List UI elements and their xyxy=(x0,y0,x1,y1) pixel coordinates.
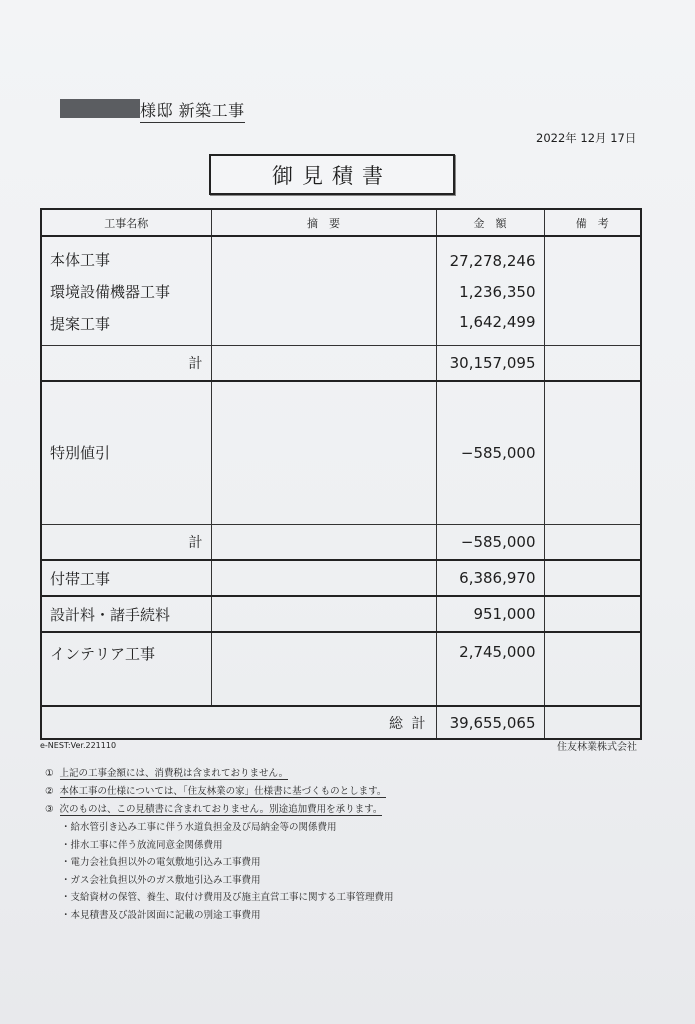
table-row xyxy=(41,236,641,274)
grand-total-label: 総 計 xyxy=(211,706,436,739)
item-amount: 6,386,970 xyxy=(436,560,544,596)
grand-total-row xyxy=(41,706,641,739)
exclusion-item: ・ガス会社負担以外のガス敷地引込み工事費用 xyxy=(61,874,261,886)
notes-section xyxy=(45,765,465,924)
grand-total-amount: 39,655,065 xyxy=(436,706,544,739)
item-amount: −585,000 xyxy=(436,381,544,524)
item-name: インテリア工事 xyxy=(41,632,211,706)
document-title: 御見積書 xyxy=(209,154,455,195)
subtotal-amount: 30,157,095 xyxy=(436,345,544,381)
item-name: 本体工事 xyxy=(41,236,211,274)
estimate-table xyxy=(40,208,642,740)
item-name: 付帯工事 xyxy=(41,560,211,596)
subtotal-label: 計 xyxy=(41,524,211,560)
column-header-description: 摘 要 xyxy=(211,209,436,236)
item-name: 設計料・諸手続料 xyxy=(41,596,211,632)
exclusion-item: ・給水管引き込み工事に伴う水道負担金及び局納金等の関係費用 xyxy=(61,822,337,833)
item-name: 環境設備機器工事 xyxy=(41,274,211,309)
form-version: e-NEST:Ver.221110 xyxy=(40,741,117,750)
table-row xyxy=(41,309,641,345)
exclusion-item: ・支給資材の保管、養生、取付け費用及び施主直営工事に関する工事管理費用 xyxy=(61,892,394,903)
note-item: ③ 次のものは、この見積書に含まれておりません。別途追加費用を承ります。 xyxy=(45,804,383,815)
issue-date: 2022年 12月 17日 xyxy=(536,131,637,145)
table-row xyxy=(41,560,641,596)
redacted-client-name xyxy=(60,99,140,118)
subtotal-amount: −585,000 xyxy=(436,524,544,560)
subtotal-row xyxy=(41,345,641,381)
item-amount: 27,278,246 xyxy=(436,236,544,274)
company-name: 住友林業株式会社 xyxy=(557,742,637,753)
exclusion-item: ・本見積書及び設計図面に記載の別途工事費用 xyxy=(61,909,261,921)
table-row xyxy=(41,632,641,706)
subtotal-row xyxy=(41,524,641,560)
table-row xyxy=(41,381,641,524)
note-item: ① 上記の工事金額には、消費税は含まれておりません。 xyxy=(45,768,289,779)
table-row xyxy=(41,596,641,632)
item-amount: 1,642,499 xyxy=(436,309,544,345)
item-name: 特別値引 xyxy=(41,381,211,524)
column-header-amount: 金 額 xyxy=(436,209,544,236)
column-header-remarks: 備 考 xyxy=(544,209,641,236)
note-item: ② 本体工事の仕様については、「住友林業の家」仕様書に基づくものとします。 xyxy=(45,786,387,797)
project-title: 様邸 新築工事 xyxy=(140,98,245,123)
exclusion-item: ・電力会社負担以外の電気敷地引込み工事費用 xyxy=(61,857,261,868)
table-row xyxy=(41,274,641,309)
item-name: 提案工事 xyxy=(41,309,211,345)
column-header-name: 工事名称 xyxy=(41,209,211,236)
subtotal-label: 計 xyxy=(41,345,211,381)
item-amount: 2,745,000 xyxy=(436,632,544,706)
item-amount: 1,236,350 xyxy=(436,274,544,309)
table-header-row xyxy=(41,209,641,236)
exclusion-item: ・排水工事に伴う放流同意金関係費用 xyxy=(61,839,223,851)
item-amount: 951,000 xyxy=(436,596,544,632)
